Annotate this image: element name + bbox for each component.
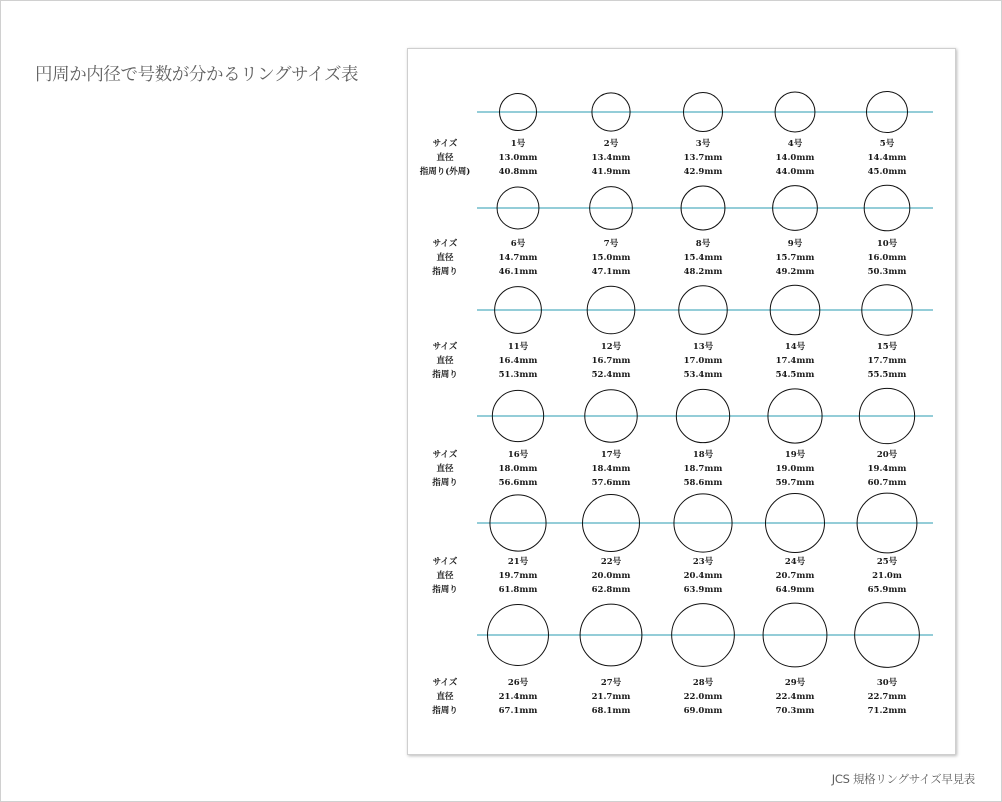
size-number: 10号 <box>876 239 898 249</box>
diameter-value: 20.0mm <box>591 571 631 581</box>
diameter-value: 17.7mm <box>867 356 907 366</box>
circumference-value: 41.9mm <box>591 167 631 177</box>
size-cell <box>663 340 743 382</box>
size-number: 16号 <box>507 450 529 460</box>
circumference-value: 60.7mm <box>867 478 907 488</box>
diameter-value: 16.4mm <box>498 356 538 366</box>
size-number: 8号 <box>695 239 711 249</box>
size-cell <box>663 676 743 718</box>
circumference-label: 指周り <box>432 370 458 380</box>
size-cell <box>663 137 743 179</box>
size-number: 1号 <box>510 139 526 149</box>
circumference-value: 50.3mm <box>867 267 907 277</box>
size-number: 14号 <box>784 342 806 352</box>
size-cell <box>571 448 651 490</box>
size-cell <box>571 676 651 718</box>
circumference-value: 57.6mm <box>591 478 631 488</box>
size-number: 27号 <box>600 678 622 688</box>
size-cell <box>847 676 927 718</box>
diameter-value: 19.4mm <box>867 464 907 474</box>
row-labels <box>408 448 482 490</box>
diameter-value: 19.7mm <box>498 571 538 581</box>
circumference-label: 指周り(外周) <box>419 167 471 177</box>
diameter-value: 13.0mm <box>498 153 538 163</box>
diameter-value: 21.4mm <box>498 692 538 702</box>
size-cell <box>663 237 743 279</box>
diameter-value: 14.7mm <box>498 253 538 263</box>
size-cell <box>478 448 558 490</box>
size-label: サイズ <box>432 450 458 460</box>
size-number: 18号 <box>692 450 714 460</box>
size-cell <box>755 340 835 382</box>
size-cell <box>663 448 743 490</box>
size-number: 25号 <box>876 557 898 567</box>
diameter-value: 20.4mm <box>683 571 723 581</box>
diameter-value: 16.0mm <box>867 253 907 263</box>
row-labels <box>408 340 482 382</box>
size-number: 9号 <box>787 239 803 249</box>
circumference-value: 55.5mm <box>867 370 907 380</box>
diameter-value: 14.0mm <box>775 153 815 163</box>
circumference-value: 47.1mm <box>591 267 631 277</box>
diameter-value: 17.0mm <box>683 356 723 366</box>
size-row <box>408 448 955 490</box>
circumference-value: 40.8mm <box>498 167 538 177</box>
diameter-value: 18.7mm <box>683 464 723 474</box>
size-row <box>408 137 955 179</box>
diameter-value: 13.7mm <box>683 153 723 163</box>
page-heading: 円周か内径で号数が分かるリングサイズ表 <box>35 65 359 85</box>
size-cell <box>571 137 651 179</box>
diameter-value: 21.0m <box>872 571 902 581</box>
size-number: 6号 <box>510 239 526 249</box>
diameter-value: 14.4mm <box>867 153 907 163</box>
size-number: 22号 <box>600 557 622 567</box>
row-labels <box>408 137 482 179</box>
circumference-value: 71.2mm <box>867 706 907 716</box>
size-number: 21号 <box>507 557 529 567</box>
size-cell <box>478 555 558 597</box>
size-cell <box>755 448 835 490</box>
circumference-value: 46.1mm <box>498 267 538 277</box>
diameter-value: 15.7mm <box>775 253 815 263</box>
size-row <box>408 340 955 382</box>
size-cell <box>571 237 651 279</box>
size-label: サイズ <box>432 239 458 249</box>
diameter-value: 22.7mm <box>867 692 907 702</box>
circumference-value: 62.8mm <box>591 585 631 595</box>
circumference-value: 56.6mm <box>498 478 538 488</box>
circumference-label: 指周り <box>432 267 458 277</box>
diameter-label: 直径 <box>436 571 454 581</box>
size-cell <box>478 137 558 179</box>
size-number: 24号 <box>784 557 806 567</box>
size-number: 20号 <box>876 450 898 460</box>
size-number: 19号 <box>784 450 806 460</box>
diameter-value: 22.0mm <box>683 692 723 702</box>
size-cell <box>755 237 835 279</box>
ring-size-chart-sheet <box>407 48 956 755</box>
size-number: 23号 <box>692 557 714 567</box>
size-cell <box>478 676 558 718</box>
diameter-value: 21.7mm <box>591 692 631 702</box>
row-labels <box>408 676 482 718</box>
diameter-label: 直径 <box>436 153 454 163</box>
circumference-value: 64.9mm <box>775 585 815 595</box>
size-number: 26号 <box>507 678 529 688</box>
size-number: 15号 <box>876 342 898 352</box>
size-cell <box>755 137 835 179</box>
size-label: サイズ <box>432 139 458 149</box>
diameter-value: 20.7mm <box>775 571 815 581</box>
circumference-label: 指周り <box>432 478 458 488</box>
circumference-value: 58.6mm <box>683 478 723 488</box>
circumference-value: 51.3mm <box>498 370 538 380</box>
diameter-value: 18.4mm <box>591 464 631 474</box>
size-number: 11号 <box>507 342 529 352</box>
diameter-value: 19.0mm <box>775 464 815 474</box>
diameter-label: 直径 <box>436 356 454 366</box>
size-cell <box>663 555 743 597</box>
size-cell <box>847 137 927 179</box>
circumference-value: 54.5mm <box>775 370 815 380</box>
size-number: 7号 <box>603 239 619 249</box>
diameter-value: 22.4mm <box>775 692 815 702</box>
circumference-value: 68.1mm <box>591 706 631 716</box>
circumference-label: 指周り <box>432 585 458 595</box>
size-number: 30号 <box>876 678 898 688</box>
diameter-value: 13.4mm <box>591 153 631 163</box>
size-cell <box>847 448 927 490</box>
size-row <box>408 237 955 279</box>
size-row <box>408 555 955 597</box>
chart-caption: JCS 規格リングサイズ早見表 <box>831 772 975 786</box>
circumference-value: 59.7mm <box>775 478 815 488</box>
size-row <box>408 676 955 718</box>
circumference-value: 63.9mm <box>683 585 723 595</box>
circumference-value: 42.9mm <box>683 167 723 177</box>
circumference-value: 49.2mm <box>775 267 815 277</box>
size-cell <box>755 555 835 597</box>
size-cell <box>755 676 835 718</box>
diameter-label: 直径 <box>436 692 454 702</box>
size-cell <box>478 340 558 382</box>
size-label: サイズ <box>432 557 458 567</box>
diameter-value: 16.7mm <box>591 356 631 366</box>
size-cell <box>571 555 651 597</box>
size-cell <box>847 340 927 382</box>
size-number: 13号 <box>692 342 714 352</box>
circumference-value: 67.1mm <box>498 706 538 716</box>
circumference-value: 53.4mm <box>683 370 723 380</box>
size-label: サイズ <box>432 678 458 688</box>
size-cell <box>847 237 927 279</box>
size-label: サイズ <box>432 342 458 352</box>
diameter-label: 直径 <box>436 464 454 474</box>
circumference-value: 48.2mm <box>683 267 723 277</box>
circumference-value: 52.4mm <box>591 370 631 380</box>
size-cell <box>478 237 558 279</box>
size-number: 4号 <box>787 139 803 149</box>
row-labels <box>408 237 482 279</box>
diameter-value: 17.4mm <box>775 356 815 366</box>
circumference-value: 61.8mm <box>498 585 538 595</box>
size-number: 5号 <box>879 139 895 149</box>
size-number: 3号 <box>695 139 711 149</box>
size-cell <box>847 555 927 597</box>
circumference-value: 69.0mm <box>683 706 723 716</box>
size-number: 12号 <box>600 342 622 352</box>
circumference-value: 45.0mm <box>867 167 907 177</box>
size-number: 29号 <box>784 678 806 688</box>
size-cell <box>571 340 651 382</box>
size-number: 17号 <box>600 450 622 460</box>
size-number: 28号 <box>692 678 714 688</box>
diameter-label: 直径 <box>436 253 454 263</box>
diameter-value: 18.0mm <box>498 464 538 474</box>
row-labels <box>408 555 482 597</box>
circumference-label: 指周り <box>432 706 458 716</box>
diameter-value: 15.0mm <box>591 253 631 263</box>
circumference-value: 70.3mm <box>775 706 815 716</box>
circumference-value: 65.9mm <box>867 585 907 595</box>
diameter-value: 15.4mm <box>683 253 723 263</box>
circumference-value: 44.0mm <box>775 167 815 177</box>
size-number: 2号 <box>603 139 619 149</box>
